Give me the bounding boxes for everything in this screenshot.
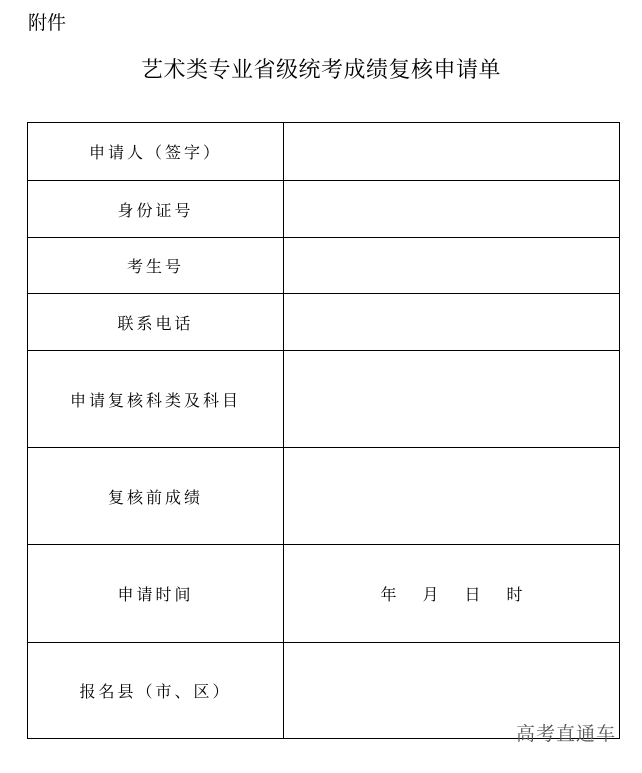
candidate-number-label: 考生号: [28, 238, 284, 294]
review-subject-label: 申请复核科类及科目: [28, 351, 284, 448]
pre-review-score-label: 复核前成绩: [28, 448, 284, 545]
applicant-signature-label: 申请人（签字）: [28, 123, 284, 181]
id-number-field[interactable]: [284, 181, 620, 238]
pre-review-score-field[interactable]: [284, 448, 620, 545]
year-unit: 年: [380, 585, 397, 604]
application-time-label: 申请时间: [28, 545, 284, 643]
phone-field[interactable]: [284, 294, 620, 351]
table-row: [28, 351, 620, 448]
hour-unit: 时: [506, 585, 523, 604]
application-time-field[interactable]: [284, 545, 620, 643]
id-number-label: 身份证号: [28, 181, 284, 238]
table-row: [28, 123, 620, 181]
watermark: 高考直通车: [515, 723, 616, 745]
review-subject-field[interactable]: [284, 351, 620, 448]
table-row: [28, 448, 620, 545]
date-units: [284, 582, 619, 605]
review-application-form: [27, 122, 620, 739]
registration-county-label: 报名县（市、区）: [28, 643, 284, 739]
applicant-signature-field[interactable]: [284, 123, 620, 181]
candidate-number-field[interactable]: [284, 238, 620, 294]
form-title: 艺术类专业省级统考成绩复核申请单: [140, 58, 501, 83]
table-row: [28, 238, 620, 294]
table-row: [28, 181, 620, 238]
month-unit: 月: [422, 585, 439, 604]
table-row: [28, 545, 620, 643]
attachment-label: 附件: [28, 12, 67, 34]
table-row: [28, 294, 620, 351]
phone-label: 联系电话: [28, 294, 284, 351]
day-unit: 日: [464, 585, 481, 604]
